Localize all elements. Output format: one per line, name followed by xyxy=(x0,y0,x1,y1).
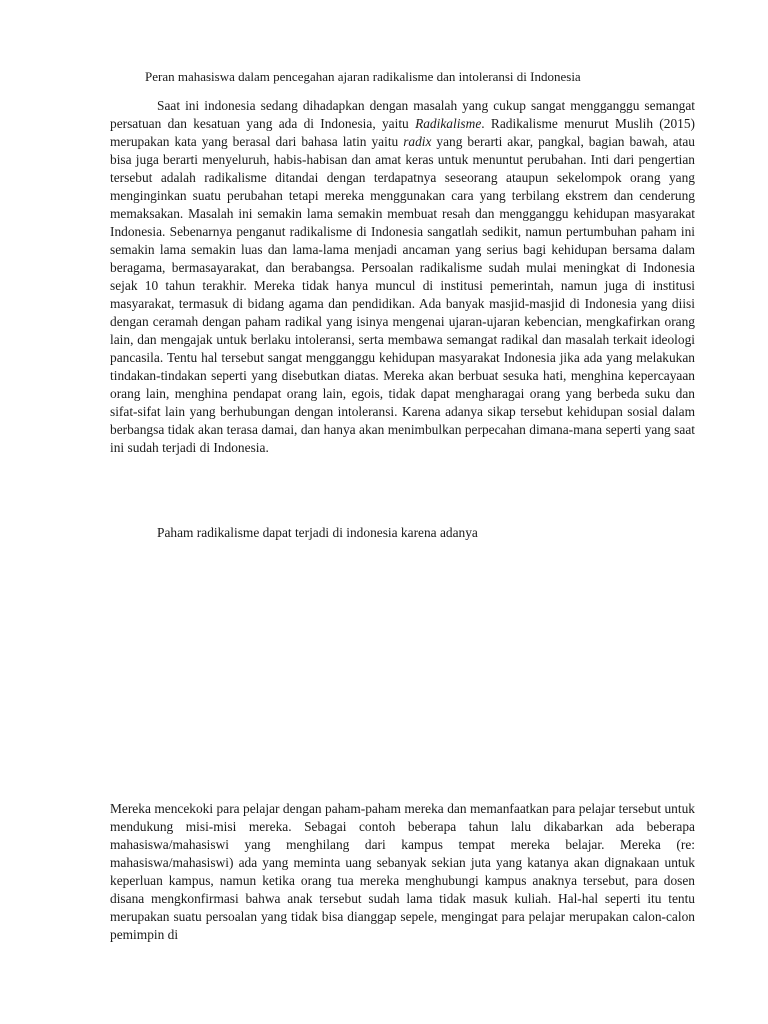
paragraph-1-text-c: yang berarti akar, pangkal, bagian bawah, atau bisa juga berarti menyeluruh, habis-habisan dan amat keras untuk menuntut perubahan. Inti dari pengertian tersebut adalah radikalisme ditandai dengan terdapatnya seseorang ataupun sekelompok orang yang menginginkan suatu perubahan tetapi mereka menggunakan cara yang terbilang ekstrem dan cenderung memaksakan. Masalah ini semakin lama semakin membuat resah dan mengganggu kehidupan masyarakat Indonesia. Sebenarnya penganut radikalisme di Indonesia sangatlah sedikit, namun pertumbuhan paham ini semakin lama semakin luas dan lama-lama menjadi ancaman yang serius bagi kehidupan bersama dalam beragama, bermasayarakat, dan berabangsa. Persoalan radikalisme sudah mulai meningkat di Indonesia sejak 10 tahun terakhir. Mereka tidak hanya muncul di institusi pemerintah, namun juga di institusi masyarakat, termasuk di bidang agama dan pendidikan. Ada banyak masjid-masjid di Indonesia yang diisi dengan ceramah dengan paham radikal yang isinya mengenai ujaran-ujaran kebencian, mengkafirkan orang lain, dan mengajak untuk berlaku intoleransi, serta membawa semangat radikal dan masalah terkait ideologi pancasila. Tentu hal tersebut sangat mengganggu kehidupan masyarakat Indonesia jika ada yang melakukan tindakan-tindakan seperti yang disebutkan diatas. Mereka akan berbuat sesuka hati, menghina kepercayaan orang lain, menghina pendapat orang lain, egois, tidak dapat mengharagai orang yang berbeda suku dan sifat-sifat lain yang berhubungan dengan intoleransi. Karena adanya sikap tersebut kehidupan sosial dalam berbangsa tidak akan terasa damai, dan hanya akan menimbulkan perpecahan dimana-mana seperti yang saat ini sudah terjadi di Indonesia. xyxy=(110,134,695,455)
paragraph-3: Mereka mencekoki para pelajar dengan paham-paham mereka dan memanfaatkan para pelajar tersebut untuk mendukung misi-misi mereka. Sebagai contoh beberapa tahun lalu dikabarkan ada beberapa mahasiswa/mahasiswi yang menghilang dari kampus tempat mereka belajar. Mereka (re: mahasiswa/mahasiswi) ada yang meminta uang sebanyak sekian juta yang katanya akan dignakaan untuk keperluan kampus, namun ketika orang tua mereka menghubungi kampus anaknya tersebut, para dosen disana mengkonfirmasi bahwa anak tersebut sudah lama tidak masuk kuliah. Hal-hal seperti itu tentu merupakan suatu persoalan yang tidak bisa dianggap sepele, mengingat para pelajar merupakan calon-calon pemimpin di xyxy=(110,801,695,942)
paragraph-1-italic-term-2: radix xyxy=(403,134,432,149)
paragraph-1 xyxy=(110,97,695,457)
paragraph-1-italic-term-1: Radikalisme xyxy=(415,116,482,131)
document-title: Peran mahasiswa dalam pencegahan ajaran radikalisme dan intoleransi di Indonesia xyxy=(145,69,581,84)
paragraph-1-text-b: . Radikalisme menurut Muslih (2015) merupakan kata yang berasal dari bahasa latin yaitu xyxy=(110,116,696,149)
paragraph-2: Paham radikalisme dapat terjadi di indonesia karena adanya xyxy=(157,525,478,540)
paragraph-1-text-a: Saat ini indonesia sedang dihadapkan dengan masalah yang cukup sangat mengganggu semangat persatuan dan kesatuan yang ada di Indonesia, yaitu xyxy=(110,98,695,131)
